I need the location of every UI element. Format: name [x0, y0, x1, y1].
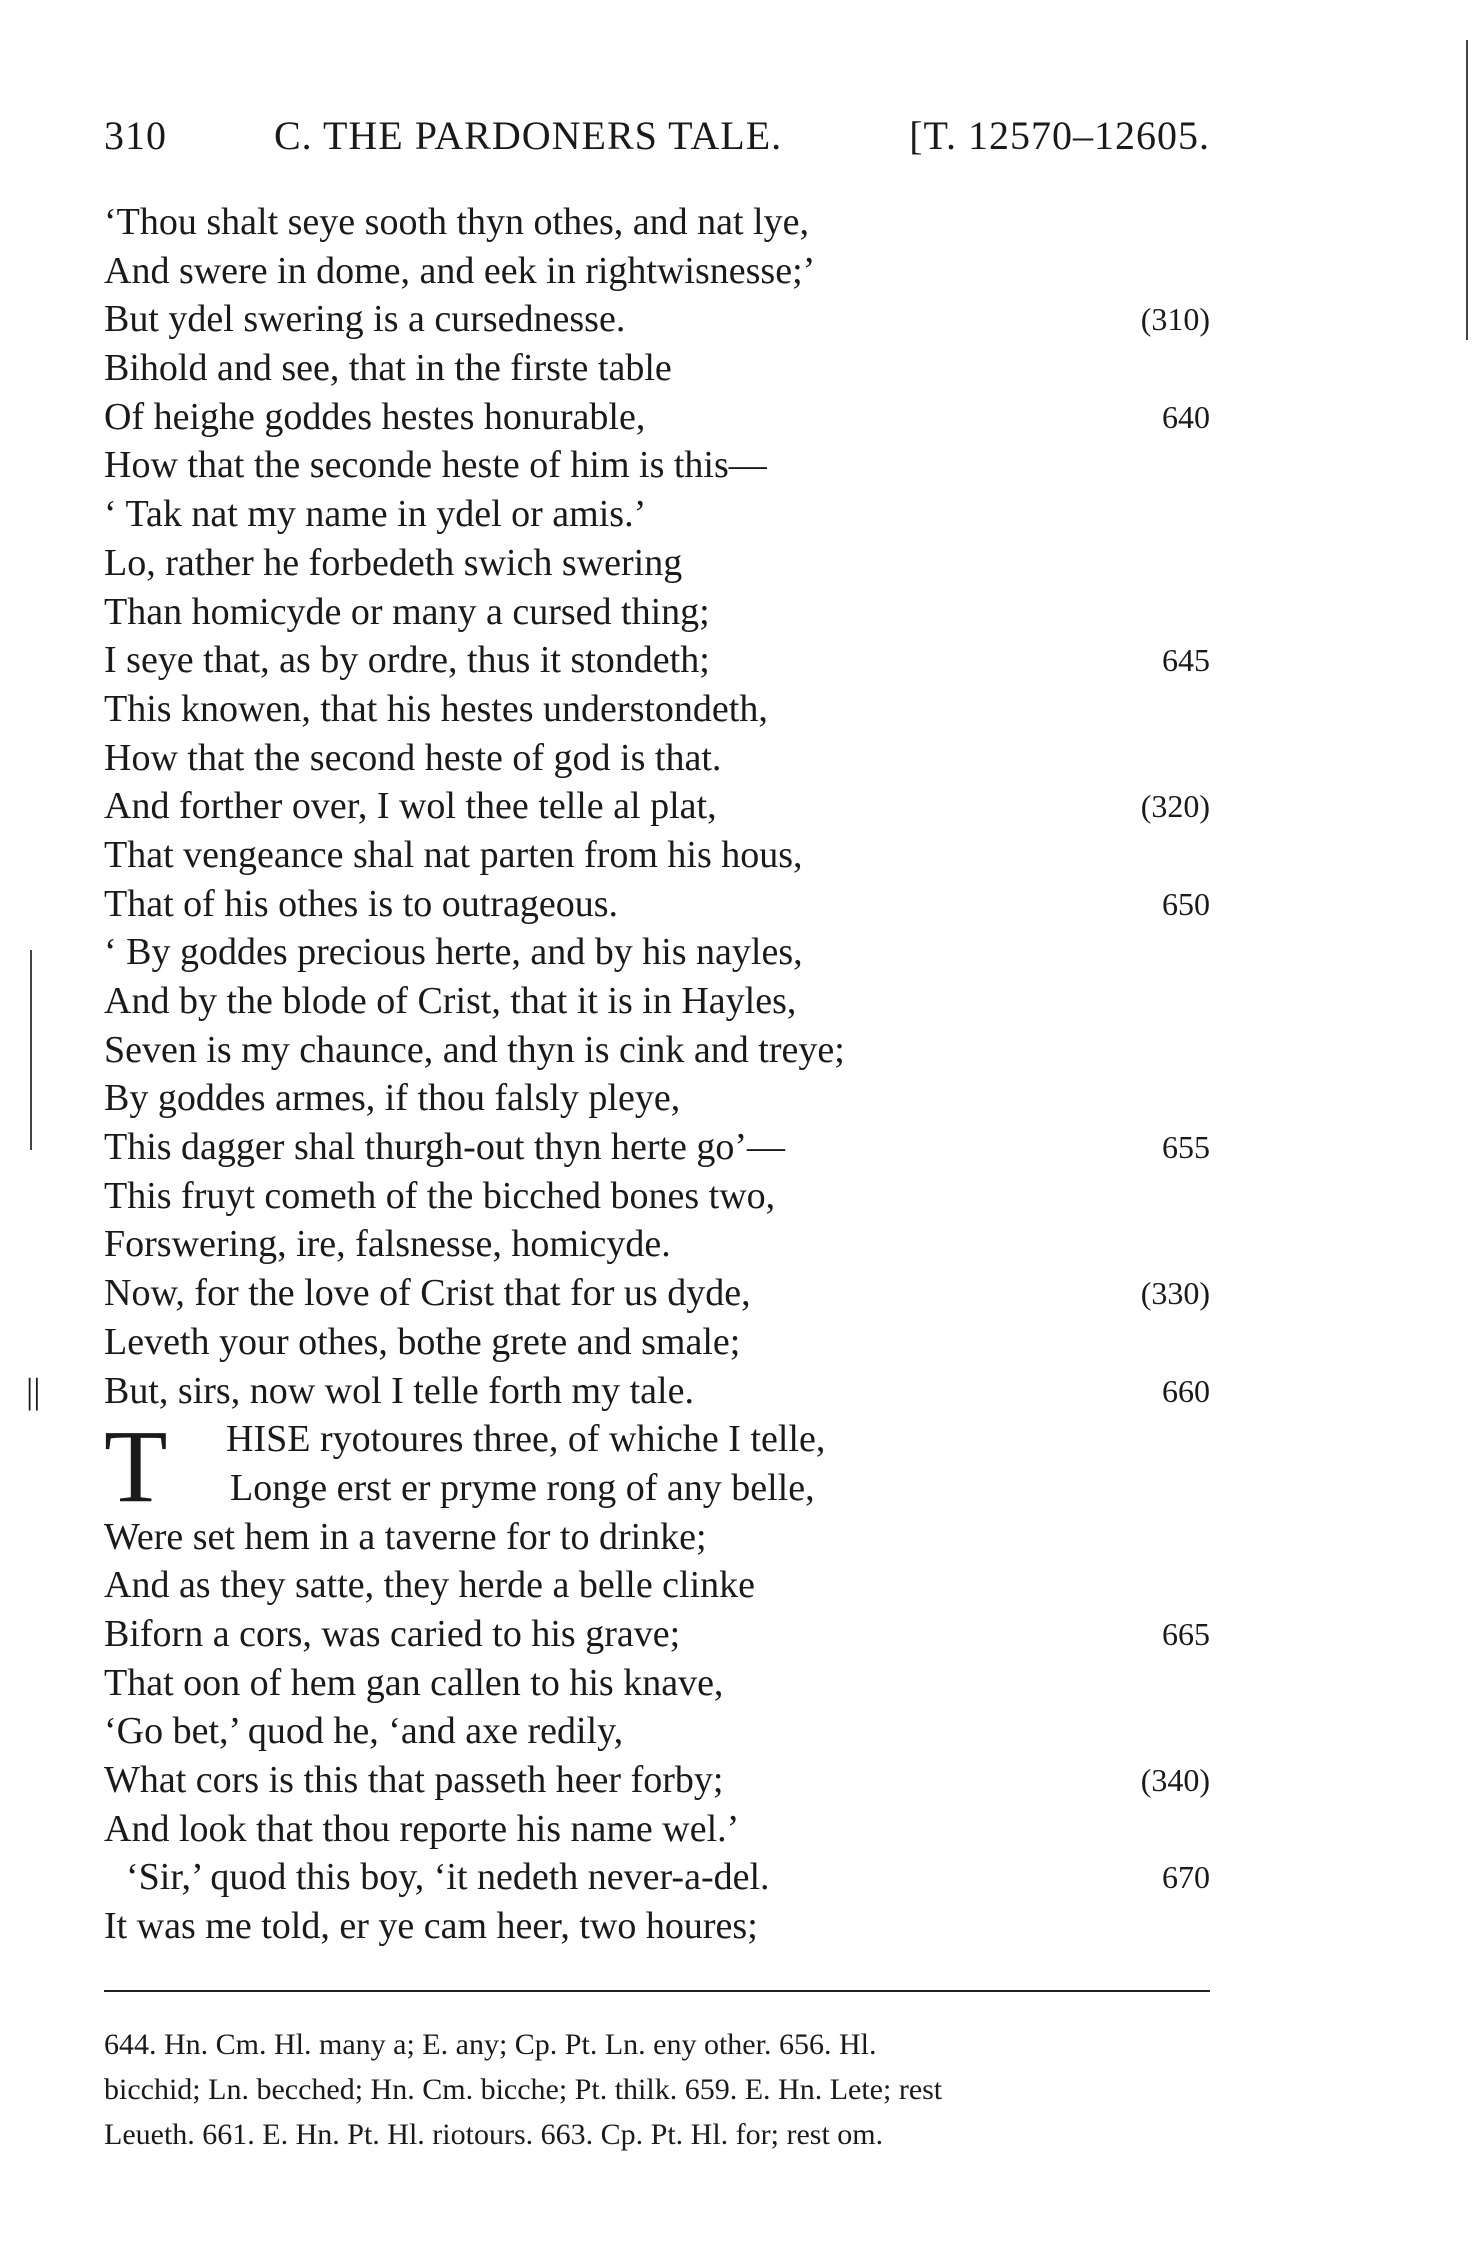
- line-number: 640: [1162, 398, 1210, 435]
- verse-line: [104, 1805, 1210, 1854]
- verse-text: By goddes armes, if thou falsly pleye,: [104, 1077, 681, 1120]
- paragraph-mark: ||: [26, 1370, 41, 1411]
- footnote-line: bicchid; Ln. becched; Hn. Cm. bicche; Pt. thilk. 659. E. Hn. Lete; rest: [104, 2073, 943, 2106]
- page-header: [104, 112, 1210, 168]
- verse-line: [104, 1853, 1210, 1902]
- poem-text: [26, 198, 1210, 1951]
- binding-mark: [30, 950, 32, 1150]
- verse-text: ‘Sir,’ quod this boy, ‘it nedeth never-a-del.: [126, 1856, 770, 1899]
- verse-line: [104, 247, 1210, 296]
- verse-text: Of heighe goddes hestes honurable,: [104, 395, 646, 438]
- verse-text: Leveth your othes, bothe grete and smale;: [104, 1320, 741, 1363]
- line-number: 660: [1162, 1372, 1210, 1409]
- running-title: C. THE PARDONERS TALE.: [274, 113, 783, 158]
- line-number: 645: [1162, 642, 1210, 679]
- verse-text: Bihold and see, that in the firste table: [104, 347, 672, 390]
- verse-line: [104, 831, 1210, 880]
- verse-line: [104, 344, 1210, 393]
- page-edge-mark: [1466, 40, 1468, 340]
- verse-line: [104, 928, 1210, 977]
- verse-line: [104, 880, 1210, 929]
- verse-text: Longe erst er pryme rong of any belle,: [230, 1466, 815, 1509]
- verse-line: [104, 198, 1210, 247]
- verse-line: [104, 1561, 1210, 1610]
- verse-text: It was me told, er ye cam heer, two houres;: [104, 1905, 758, 1948]
- verse-text: That oon of hem gan callen to his knave,: [104, 1661, 724, 1704]
- verse-line: [104, 636, 1210, 685]
- verse-text: Than homicyde or many a cursed thing;: [104, 590, 710, 633]
- verse-line: [104, 1220, 1210, 1269]
- footnote-rule: [104, 1990, 1210, 1992]
- verse-text: Forswering, ire, falsnesse, homicyde.: [104, 1223, 671, 1266]
- verse-text: How that the second heste of god is that.: [104, 736, 722, 779]
- line-number: 650: [1162, 885, 1210, 922]
- verse-text: This knowen, that his hestes understondeth,: [104, 687, 768, 730]
- verse-line: [104, 1756, 1210, 1805]
- verse-line: [104, 977, 1210, 1026]
- poem-block-1: [26, 198, 1210, 1415]
- verse-text: HISE ryotoures three, of whiche I telle,: [226, 1418, 826, 1461]
- verse-text: ‘ By goddes precious herte, and by his nayles,: [104, 931, 803, 974]
- verse-text: I seye that, as by ordre, thus it stondeth;: [104, 639, 710, 682]
- verse-line: [104, 1513, 1210, 1562]
- verse-text: That vengeance shal nat parten from his hous,: [104, 833, 803, 876]
- verse-line: [104, 1074, 1210, 1123]
- verse-text: ‘Go bet,’ quod he, ‘and axe redily,: [104, 1710, 624, 1753]
- verse-line: [104, 1464, 1210, 1513]
- verse-line: [104, 1026, 1210, 1075]
- verse-text: And forther over, I wol thee telle al plat,: [104, 785, 717, 828]
- verse-line: [104, 1659, 1210, 1708]
- verse-line: [104, 1172, 1210, 1221]
- verse-line: [104, 1269, 1210, 1318]
- verse-line: [26, 1367, 1210, 1416]
- verse-text: Were set hem in a taverne for to drinke;: [104, 1515, 707, 1558]
- verse-text: ‘Thou shalt seye sooth thyn othes, and nat lye,: [104, 201, 809, 243]
- line-number: (330): [1140, 1275, 1210, 1312]
- verse-text: What cors is this that passeth heer forby;: [104, 1759, 724, 1801]
- page-number: 310: [104, 113, 167, 158]
- verse-line: [104, 1707, 1210, 1756]
- verse-line: [104, 490, 1210, 539]
- verse-line: [104, 1318, 1210, 1367]
- drop-cap: T: [104, 1409, 168, 1525]
- verse-text: ‘ Tak nat my name in ydel or amis.’: [104, 493, 647, 536]
- verse-text: But, sirs, now wol I telle forth my tale.: [104, 1369, 694, 1412]
- verse-text: This fruyt cometh of the bicched bones two,: [104, 1174, 776, 1217]
- verse-text: And look that thou reporte his name wel.’: [104, 1807, 740, 1850]
- verse-line: [104, 393, 1210, 442]
- verse-text: This dagger shal thurgh-out thyn herte go’—: [104, 1126, 786, 1169]
- verse-line: [104, 734, 1210, 783]
- line-number: (310): [1140, 301, 1210, 338]
- verse-line: [104, 1123, 1210, 1172]
- verse-line: [104, 1902, 1210, 1951]
- verse-line: [104, 588, 1210, 637]
- verse-text: Now, for the love of Crist that for us dyde,: [104, 1272, 751, 1315]
- verse-line: [104, 685, 1210, 734]
- verse-line: [104, 782, 1210, 831]
- verse-text: Lo, rather he forbedeth swich swering: [104, 541, 683, 584]
- line-number: (340): [1140, 1762, 1210, 1798]
- verse-line: [104, 1415, 1210, 1464]
- verse-text: That of his othes is to outrageous.: [104, 882, 618, 925]
- verse-text: Biforn a cors, was caried to his grave;: [104, 1612, 681, 1655]
- footnote-line: Leueth. 661. E. Hn. Pt. Hl. riotours. 663. Cp. Pt. Hl. for; rest om.: [104, 2118, 884, 2151]
- verse-text: Seven is my chaunce, and thyn is cink and treye;: [104, 1028, 845, 1071]
- verse-text: How that the seconde heste of him is this—: [104, 444, 767, 487]
- verse-text: And by the blode of Crist, that it is in Hayles,: [104, 980, 797, 1022]
- verse-text: And as they satte, they herde a belle clinke: [104, 1564, 756, 1607]
- line-number: 670: [1162, 1859, 1210, 1896]
- line-number: (320): [1140, 788, 1210, 825]
- footnotes: [104, 2022, 1210, 2157]
- footnote-line: 644. Hn. Cm. Hl. many a; E. any; Cp. Pt. Ln. eny other. 656. Hl.: [104, 2028, 877, 2061]
- verse-line: [104, 295, 1210, 344]
- verse-line: [104, 441, 1210, 490]
- verse-text: But ydel swering is a cursednesse.: [104, 298, 626, 341]
- line-range: [T. 12570–12605.: [909, 113, 1210, 158]
- poem-block-2: [104, 1409, 1210, 1951]
- verse-line: [104, 539, 1210, 588]
- line-number: 665: [1162, 1615, 1210, 1652]
- verse-line: [104, 1610, 1210, 1659]
- verse-text: And swere in dome, and eek in rightwisnesse;’: [104, 249, 816, 292]
- line-number: 655: [1162, 1129, 1210, 1166]
